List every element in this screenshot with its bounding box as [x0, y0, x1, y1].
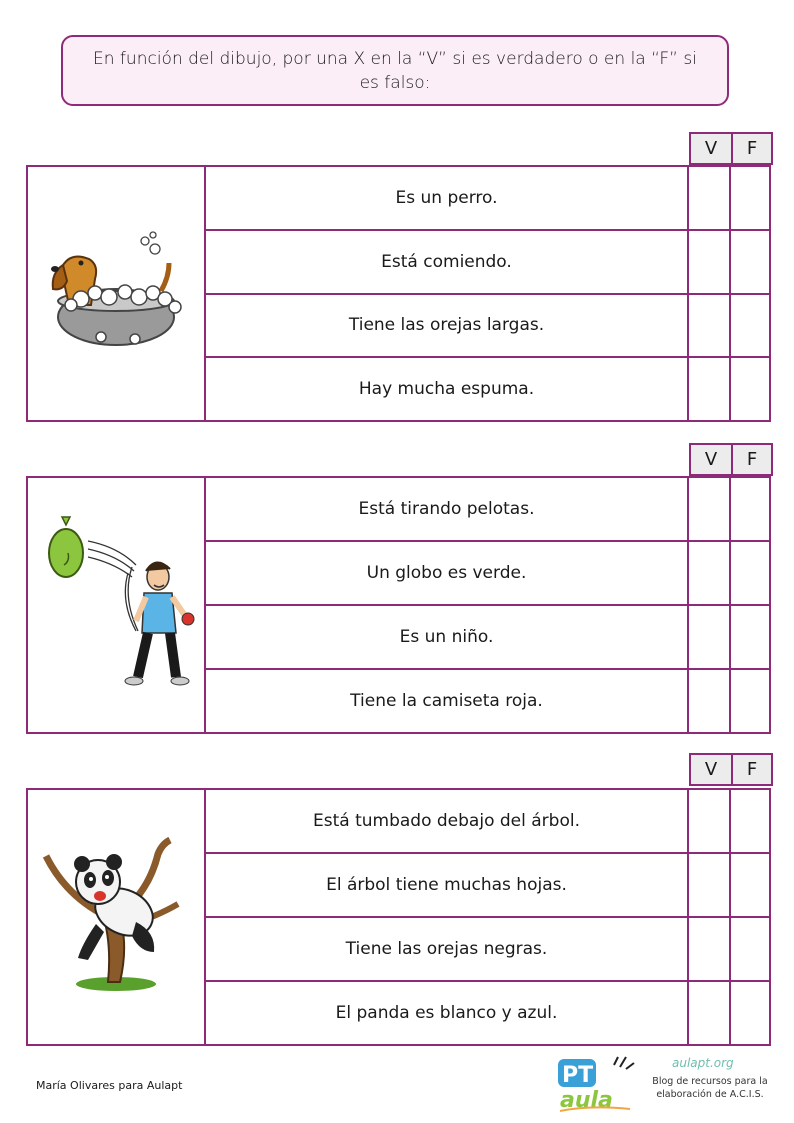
aulapt-logo-mark: [556, 1055, 646, 1113]
v-label: V: [704, 449, 718, 470]
picture-cell-1: [28, 167, 206, 420]
exercise-1: [26, 165, 771, 422]
sentence: Tiene la camiseta roja.: [206, 670, 689, 732]
f-label: F: [731, 445, 771, 474]
exercise-3: [26, 788, 771, 1046]
f-answer-box[interactable]: [729, 295, 769, 357]
v-answer-box[interactable]: [689, 167, 729, 229]
sentence: Está comiendo.: [206, 231, 689, 293]
table-row: [206, 790, 769, 852]
table-row: [206, 478, 769, 540]
table-row: [206, 668, 769, 732]
vf-header-3: [689, 753, 773, 786]
table-row: [206, 293, 769, 357]
v-label: V: [704, 759, 718, 780]
table-row: [206, 229, 769, 293]
sentence: Un globo es verde.: [206, 542, 689, 604]
v-answer-box[interactable]: [689, 295, 729, 357]
v-answer-box[interactable]: [689, 670, 729, 732]
sentence-rows-2: [206, 478, 769, 732]
f-answer-box[interactable]: [729, 918, 769, 980]
v-answer-box[interactable]: [689, 790, 729, 852]
f-answer-box[interactable]: [729, 982, 769, 1044]
logo-tagline: Blog de recursos para la elaboración de A.C.I.S.: [652, 1076, 768, 1100]
f-answer-box[interactable]: [729, 542, 769, 604]
vf-header-1: [689, 132, 773, 165]
f-answer-box[interactable]: [729, 231, 769, 293]
table-row: [206, 167, 769, 229]
instruction-text: En función del dibujo, por una X en la “V” si es verdadero o en la “F” si es falso:: [93, 48, 697, 93]
logo-word: aula: [560, 1088, 613, 1113]
table-row: [206, 604, 769, 668]
aulapt-logo: [556, 1055, 776, 1113]
panda-in-tree-icon: [36, 832, 196, 1002]
logo-url: aulapt.org: [672, 1056, 734, 1070]
f-label: F: [731, 755, 771, 784]
v-answer-box[interactable]: [689, 478, 729, 540]
v-answer-box[interactable]: [689, 542, 729, 604]
f-answer-box[interactable]: [729, 478, 769, 540]
v-answer-box[interactable]: [689, 918, 729, 980]
sentence: Tiene las orejas largas.: [206, 295, 689, 357]
f-answer-box[interactable]: [729, 167, 769, 229]
exercise-2: [26, 476, 771, 734]
table-row: [206, 356, 769, 420]
table-row: [206, 852, 769, 916]
boy-throwing-balloon-icon: [36, 515, 196, 695]
f-answer-box[interactable]: [729, 606, 769, 668]
picture-cell-3: [28, 790, 206, 1044]
instruction-box: [61, 35, 729, 106]
dog-bathing-icon: [41, 229, 191, 359]
sentence: Es un niño.: [206, 606, 689, 668]
f-answer-box[interactable]: [729, 670, 769, 732]
v-answer-box[interactable]: [689, 606, 729, 668]
sentence: Está tumbado debajo del árbol.: [206, 790, 689, 852]
v-answer-box[interactable]: [689, 982, 729, 1044]
v-answer-box[interactable]: [689, 854, 729, 916]
f-answer-box[interactable]: [729, 854, 769, 916]
v-label: V: [704, 138, 718, 159]
sentence-rows-3: [206, 790, 769, 1044]
sentence: El panda es blanco y azul.: [206, 982, 689, 1044]
table-row: [206, 980, 769, 1044]
sentence: Tiene las orejas negras.: [206, 918, 689, 980]
sentence-rows-1: [206, 167, 769, 420]
v-answer-box[interactable]: [689, 358, 729, 420]
logo-letters: PT: [562, 1063, 594, 1088]
f-answer-box[interactable]: [729, 358, 769, 420]
picture-cell-2: [28, 478, 206, 732]
sentence: Es un perro.: [206, 167, 689, 229]
f-answer-box[interactable]: [729, 790, 769, 852]
vf-header-2: [689, 443, 773, 476]
f-label: F: [731, 134, 771, 163]
sentence: Hay mucha espuma.: [206, 358, 689, 420]
sentence: El árbol tiene muchas hojas.: [206, 854, 689, 916]
table-row: [206, 540, 769, 604]
table-row: [206, 916, 769, 980]
author-credit: María Olivares para Aulapt: [36, 1079, 183, 1092]
sentence: Está tirando pelotas.: [206, 478, 689, 540]
v-answer-box[interactable]: [689, 231, 729, 293]
